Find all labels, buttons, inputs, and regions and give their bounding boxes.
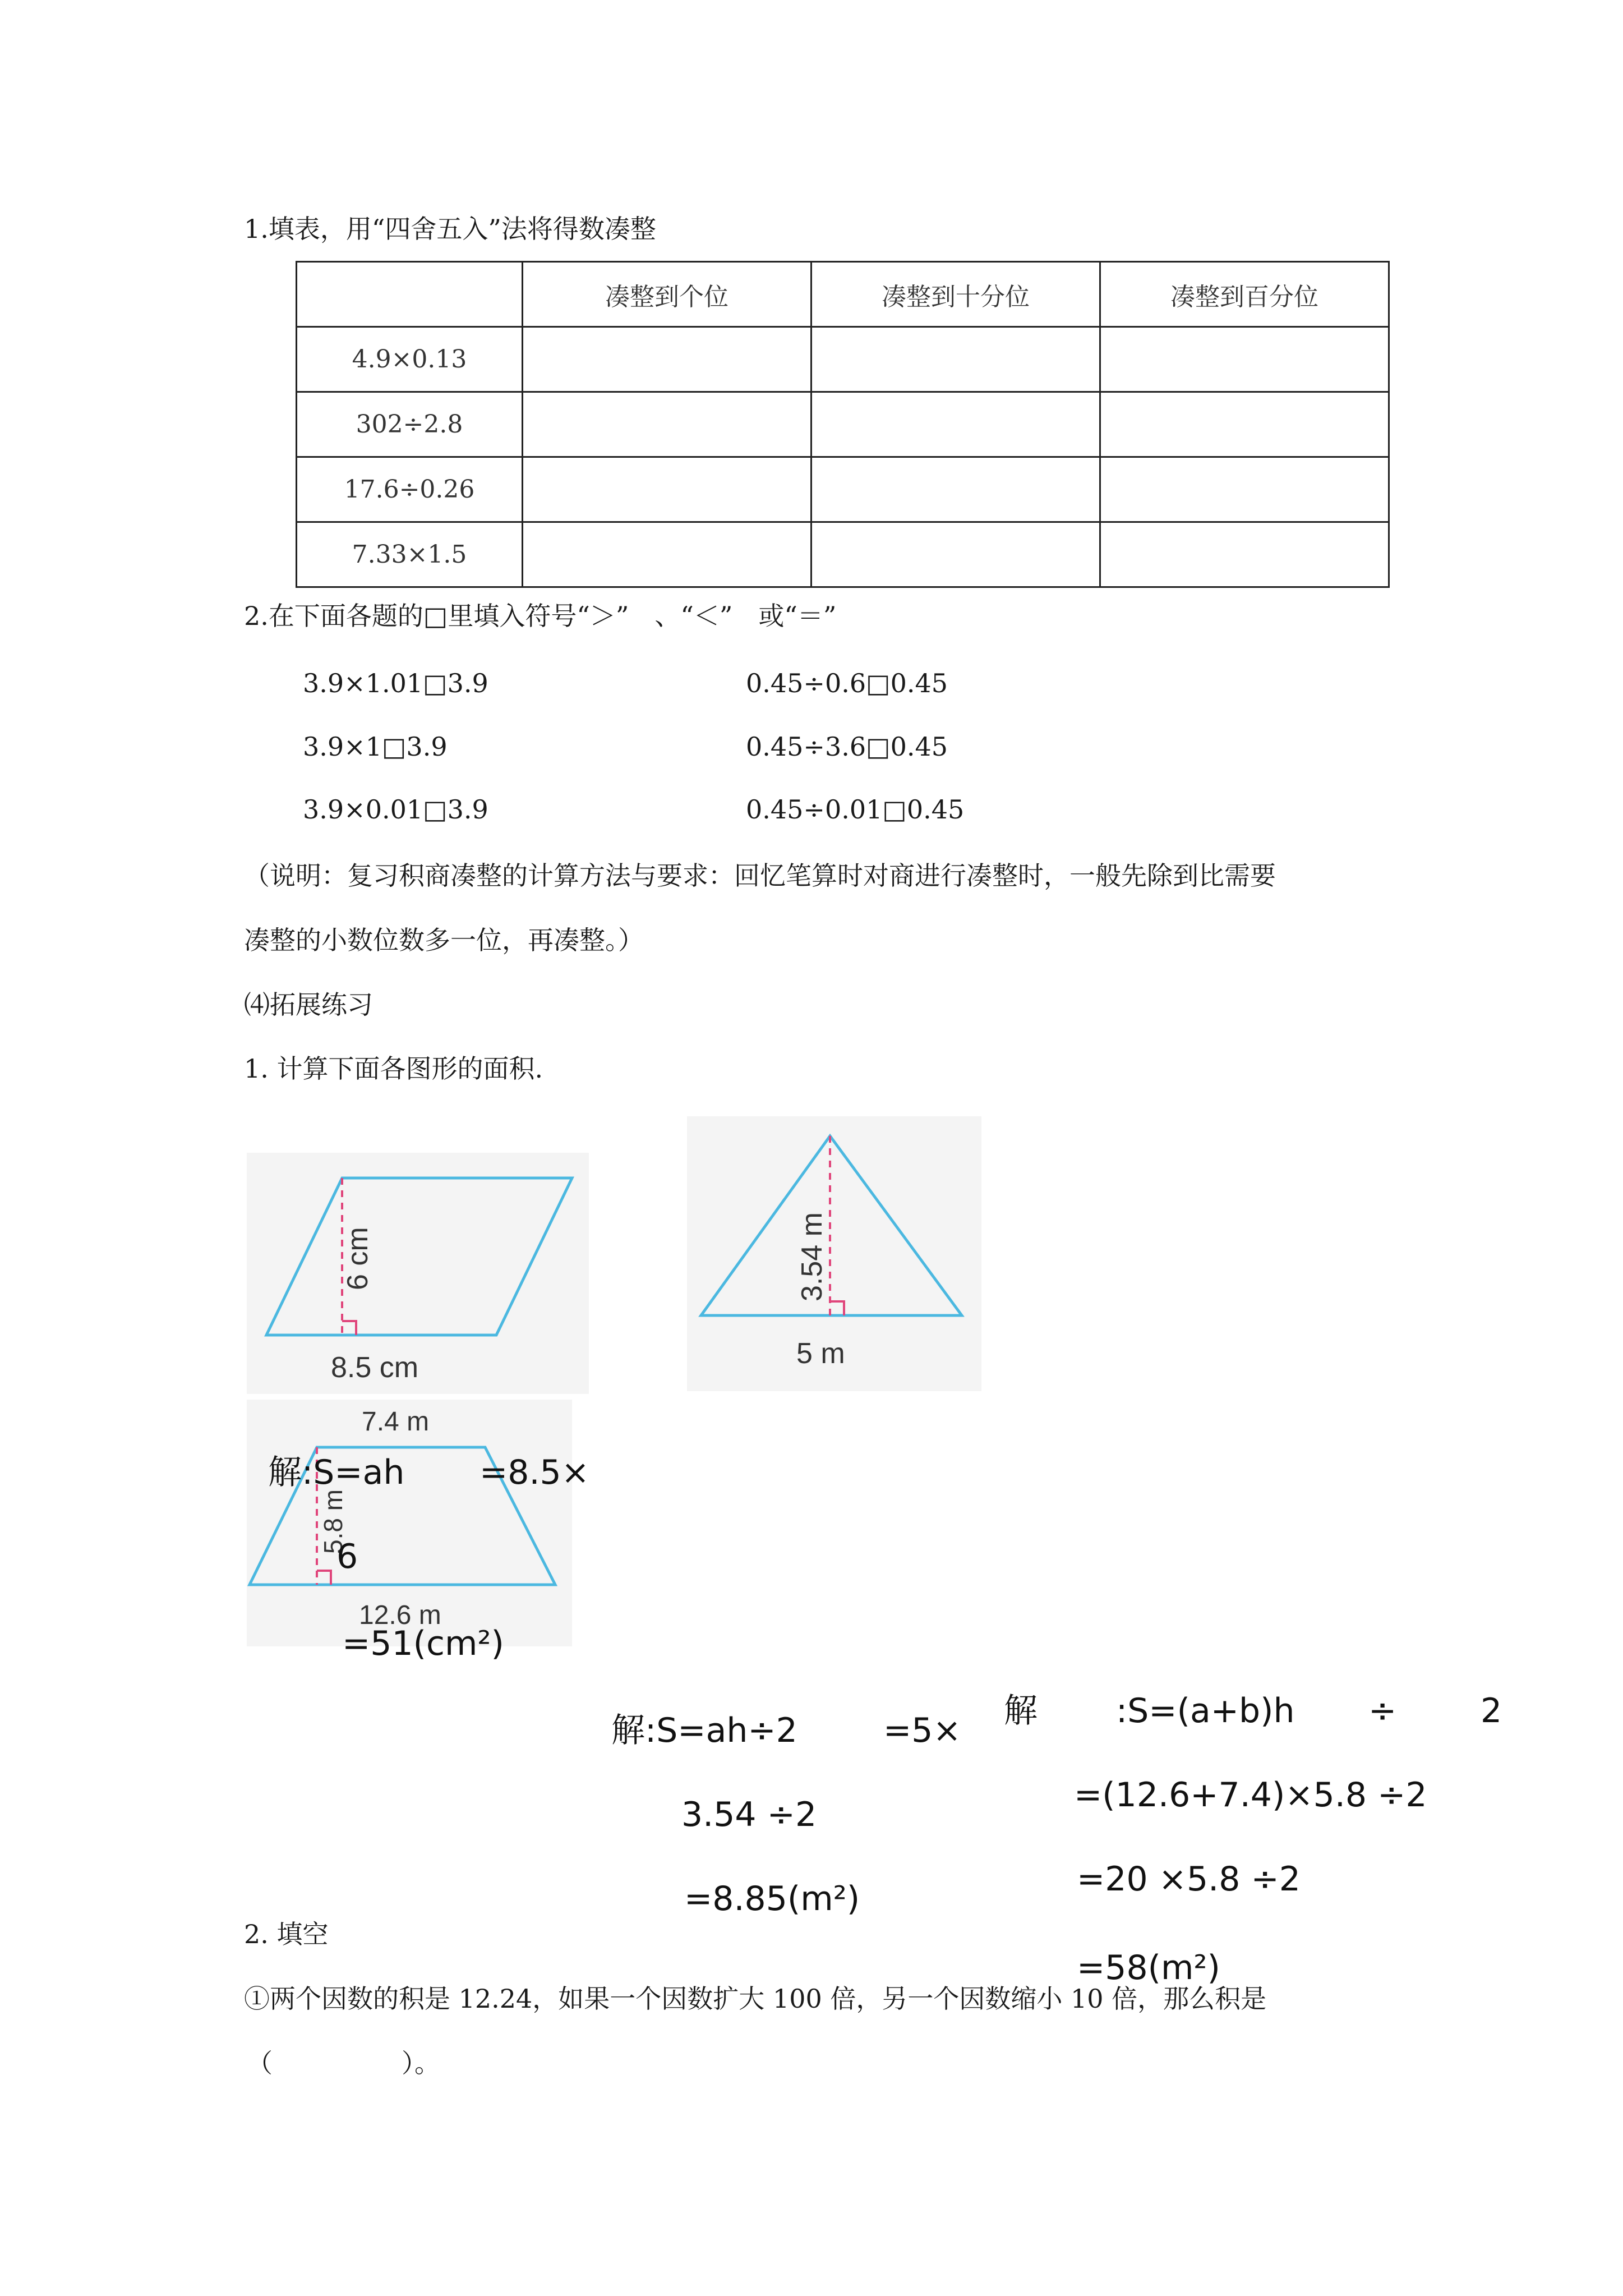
right-angle-mark <box>342 1321 356 1335</box>
answer-cell[interactable] <box>523 457 811 522</box>
solution-line: =8.85(m²) <box>684 1879 860 1918</box>
parallelogram-shape <box>266 1178 572 1335</box>
section1-title: 1.填表，用“四舍五入”法将得数凑整 <box>244 214 656 244</box>
answer-cell[interactable] <box>523 522 811 587</box>
row-expression: 17.6÷0.26 <box>297 457 523 522</box>
parallelogram-figure <box>247 1153 589 1394</box>
row-expression: 4.9×0.13 <box>297 327 523 392</box>
table-header-cell: 凑整到个位 <box>523 262 811 327</box>
compare-item-left: 3.9×1.01□3.9 <box>303 668 488 698</box>
answer-cell[interactable] <box>523 392 811 457</box>
section4-question: 1. 计算下面各图形的面积. <box>244 1053 543 1084</box>
row-expression: 7.33×1.5 <box>297 522 523 587</box>
solution-line: 3.54 ÷2 <box>681 1795 817 1834</box>
base-label: 5 m <box>796 1337 845 1370</box>
base-label: 8.5 cm <box>331 1351 419 1384</box>
row-expression: 302÷2.8 <box>297 392 523 457</box>
answer-cell[interactable] <box>811 327 1100 392</box>
solution-line: =20 ×5.8 ÷2 <box>1077 1860 1301 1899</box>
compare-item-left: 3.9×1□3.9 <box>303 731 448 762</box>
fill-answer-blank[interactable]: （ ）。 <box>247 2048 440 2078</box>
note-line: （说明：复习积商凑整的计算方法与要求：回忆笔算时对商进行凑整时，一般先除到比需要 <box>244 861 1276 891</box>
table-row <box>297 522 1389 587</box>
answer-cell[interactable] <box>1100 327 1389 392</box>
answer-cell[interactable] <box>1100 522 1389 587</box>
answer-cell[interactable] <box>811 522 1100 587</box>
section2-title: 2.在下面各题的□里填入符号“＞” 、“＜” 或“＝” <box>244 601 837 631</box>
height-label: 5.8 m <box>319 1489 348 1554</box>
fill-title: 2. 填空 <box>244 1919 329 1949</box>
solution-line: :S=(a+b)h <box>1116 1691 1295 1731</box>
answer-cell[interactable] <box>811 392 1100 457</box>
solution-line: ÷ <box>1368 1691 1397 1731</box>
solution-line: 2 <box>1481 1691 1502 1731</box>
rounding-table <box>296 261 1390 588</box>
solution-line: 6 <box>336 1537 358 1576</box>
top-label: 7.4 m <box>362 1407 430 1437</box>
answer-cell[interactable] <box>1100 392 1389 457</box>
compare-item-left: 3.9×0.01□3.9 <box>303 794 488 825</box>
solution-line: =51(cm²) <box>342 1624 504 1663</box>
table-header-row <box>297 262 1389 327</box>
answer-cell[interactable] <box>811 457 1100 522</box>
triangle-shape <box>701 1136 962 1315</box>
table-header-cell: 凑整到十分位 <box>811 262 1100 327</box>
compare-item-right: 0.45÷0.6□0.45 <box>746 668 948 698</box>
solution-line: 解 <box>1004 1691 1038 1731</box>
answer-cell[interactable] <box>1100 457 1389 522</box>
answer-cell[interactable] <box>523 327 811 392</box>
note-line: 凑整的小数位数多一位，再凑整。） <box>244 925 644 955</box>
right-angle-mark <box>830 1301 844 1315</box>
table-header-cell: 凑整到百分位 <box>1100 262 1389 327</box>
right-angle-mark <box>317 1571 331 1585</box>
bottom-label: 12.6 m <box>359 1600 441 1630</box>
section4-title: ⑷拓展练习 <box>244 990 373 1020</box>
solution-line: =5× <box>883 1711 961 1750</box>
height-label: 3.54 m <box>796 1212 828 1301</box>
solution-line: 解:S=ah <box>268 1453 405 1492</box>
compare-item-right: 0.45÷3.6□0.45 <box>746 731 948 762</box>
solution-line: =8.5× <box>479 1453 589 1492</box>
table-header-cell <box>297 262 523 327</box>
compare-item-right: 0.45÷0.01□0.45 <box>746 794 965 825</box>
table-row <box>297 327 1389 392</box>
table-row <box>297 457 1389 522</box>
table-row <box>297 392 1389 457</box>
triangle-figure <box>687 1116 981 1391</box>
solution-line: =58(m²) <box>1077 1948 1220 1987</box>
fill-question: ①两个因数的积是 12.24，如果一个因数扩大 100 倍，另一个因数缩小 10 倍，那么积是 <box>244 1984 1267 2014</box>
solution-line: =(12.6+7.4)×5.8 ÷2 <box>1074 1775 1427 1815</box>
trapezoid-figure <box>247 1400 572 1646</box>
height-label: 6 cm <box>342 1227 374 1290</box>
solution-line: 解:S=ah÷2 <box>611 1711 797 1750</box>
